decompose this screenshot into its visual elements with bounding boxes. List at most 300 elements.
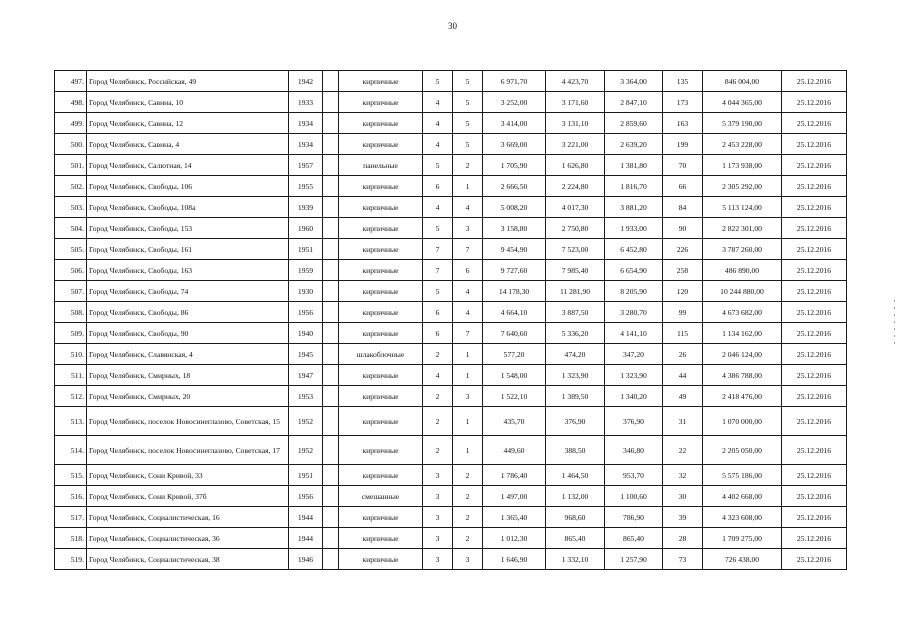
blank-cell bbox=[323, 528, 339, 549]
residents-cell: 49 bbox=[663, 386, 703, 407]
total-area-cell: 1 497,00 bbox=[483, 486, 546, 507]
total-area-cell: 3 414,00 bbox=[483, 113, 546, 134]
wall-material-cell: кирпичные bbox=[339, 281, 423, 302]
residents-cell: 30 bbox=[663, 486, 703, 507]
entrances-cell: 2 bbox=[453, 486, 483, 507]
table-row bbox=[55, 134, 847, 155]
total-area-cell: 5 008,20 bbox=[483, 197, 546, 218]
residents-cell: 44 bbox=[663, 365, 703, 386]
total-area-cell: 1 786,40 bbox=[483, 465, 546, 486]
living-area-cell: 1 332,10 bbox=[546, 549, 605, 570]
residents-cell: 39 bbox=[663, 507, 703, 528]
table-row bbox=[55, 549, 847, 570]
residents-cell: 66 bbox=[663, 176, 703, 197]
address-cell: Город Челябинск, Салютная, 14 bbox=[87, 155, 289, 176]
address-cell: Город Челябинск, Свободы, 163 bbox=[87, 260, 289, 281]
wall-material-cell: кирпичные bbox=[339, 239, 423, 260]
floors-cell: 2 bbox=[423, 344, 453, 365]
blank-cell bbox=[323, 134, 339, 155]
entrances-cell: 4 bbox=[453, 197, 483, 218]
living-area-residential-cell: 347,20 bbox=[605, 344, 663, 365]
blank-cell bbox=[323, 281, 339, 302]
living-area-residential-cell: 1 933,00 bbox=[605, 218, 663, 239]
address-cell: Город Челябинск, Сони Кривой, 37б bbox=[87, 486, 289, 507]
wall-material-cell: кирпичные bbox=[339, 465, 423, 486]
living-area-residential-cell: 865,40 bbox=[605, 528, 663, 549]
entrances-cell: 3 bbox=[453, 386, 483, 407]
total-area-cell: 2 666,50 bbox=[483, 176, 546, 197]
address-cell: Город Челябинск, Савина, 4 bbox=[87, 134, 289, 155]
residents-cell: 120 bbox=[663, 281, 703, 302]
living-area-residential-cell: 786,90 bbox=[605, 507, 663, 528]
entrances-cell: 2 bbox=[453, 465, 483, 486]
blank-cell bbox=[323, 386, 339, 407]
year-built-cell: 1933 bbox=[289, 92, 323, 113]
residents-cell: 115 bbox=[663, 323, 703, 344]
total-area-cell: 1 522,10 bbox=[483, 386, 546, 407]
residents-cell: 70 bbox=[663, 155, 703, 176]
cost-cell: 726 438,00 bbox=[703, 549, 782, 570]
floors-cell: 4 bbox=[423, 134, 453, 155]
row-number-cell: 515. bbox=[55, 465, 87, 486]
address-cell: Город Челябинск, Сони Кривой, 33 bbox=[87, 465, 289, 486]
living-area-residential-cell: 1 340,20 bbox=[605, 386, 663, 407]
living-area-residential-cell: 3 280,70 bbox=[605, 302, 663, 323]
address-cell: Город Челябинск, поселок Новосинеглазово, Советская, 17 bbox=[87, 436, 289, 465]
entrances-cell: 5 bbox=[453, 134, 483, 155]
living-area-cell: 11 281,90 bbox=[546, 281, 605, 302]
wall-material-cell: кирпичные bbox=[339, 113, 423, 134]
wall-material-cell: смешанные bbox=[339, 486, 423, 507]
cost-cell: 5 575 186,00 bbox=[703, 465, 782, 486]
living-area-cell: 474,20 bbox=[546, 344, 605, 365]
total-area-cell: 1 365,40 bbox=[483, 507, 546, 528]
cost-cell: 4 402 668,00 bbox=[703, 486, 782, 507]
row-number-cell: 510. bbox=[55, 344, 87, 365]
living-area-cell: 5 336,20 bbox=[546, 323, 605, 344]
residents-cell: 26 bbox=[663, 344, 703, 365]
residents-cell: 226 bbox=[663, 239, 703, 260]
date-cell: 25.12.2016 bbox=[782, 465, 847, 486]
year-built-cell: 1944 bbox=[289, 507, 323, 528]
table-row bbox=[55, 486, 847, 507]
entrances-cell: 5 bbox=[453, 113, 483, 134]
floors-cell: 4 bbox=[423, 92, 453, 113]
total-area-cell: 1 548,00 bbox=[483, 365, 546, 386]
address-cell: Город Челябинск, Савина, 10 bbox=[87, 92, 289, 113]
cost-cell: 4 323 608,00 bbox=[703, 507, 782, 528]
table-row bbox=[55, 113, 847, 134]
table-row bbox=[55, 386, 847, 407]
blank-cell bbox=[323, 92, 339, 113]
date-cell: 25.12.2016 bbox=[782, 113, 847, 134]
table-row bbox=[55, 92, 847, 113]
total-area-cell: 9 454,90 bbox=[483, 239, 546, 260]
blank-cell bbox=[323, 507, 339, 528]
cost-cell: 5 113 124,00 bbox=[703, 197, 782, 218]
year-built-cell: 1934 bbox=[289, 134, 323, 155]
date-cell: 25.12.2016 bbox=[782, 323, 847, 344]
total-area-cell: 3 252,00 bbox=[483, 92, 546, 113]
cost-cell: 4 673 682,00 bbox=[703, 302, 782, 323]
wall-material-cell: кирпичные bbox=[339, 92, 423, 113]
living-area-cell: 4 423,70 bbox=[546, 71, 605, 92]
wall-material-cell: кирпичные bbox=[339, 134, 423, 155]
floors-cell: 5 bbox=[423, 281, 453, 302]
date-cell: 25.12.2016 bbox=[782, 218, 847, 239]
cost-cell: 5 379 190,00 bbox=[703, 113, 782, 134]
total-area-cell: 3 158,80 bbox=[483, 218, 546, 239]
year-built-cell: 1952 bbox=[289, 436, 323, 465]
row-number-cell: 500. bbox=[55, 134, 87, 155]
year-built-cell: 1953 bbox=[289, 386, 323, 407]
table-row bbox=[55, 465, 847, 486]
total-area-cell: 435,70 bbox=[483, 407, 546, 436]
table-row bbox=[55, 239, 847, 260]
cost-cell: 846 004,00 bbox=[703, 71, 782, 92]
living-area-cell: 3 171,60 bbox=[546, 92, 605, 113]
date-cell: 25.12.2016 bbox=[782, 92, 847, 113]
entrances-cell: 4 bbox=[453, 281, 483, 302]
row-number-cell: 509. bbox=[55, 323, 87, 344]
cost-cell: 4 386 788,00 bbox=[703, 365, 782, 386]
date-cell: 25.12.2016 bbox=[782, 436, 847, 465]
wall-material-cell: кирпичные bbox=[339, 386, 423, 407]
table-body bbox=[55, 71, 847, 570]
blank-cell bbox=[323, 486, 339, 507]
address-cell: Город Челябинск, Социалистическая, 36 bbox=[87, 528, 289, 549]
date-cell: 25.12.2016 bbox=[782, 549, 847, 570]
total-area-cell: 1 705,90 bbox=[483, 155, 546, 176]
row-number-cell: 517. bbox=[55, 507, 87, 528]
year-built-cell: 1930 bbox=[289, 281, 323, 302]
living-area-cell: 7 523,00 bbox=[546, 239, 605, 260]
table-row bbox=[55, 365, 847, 386]
residents-cell: 22 bbox=[663, 436, 703, 465]
total-area-cell: 449,60 bbox=[483, 436, 546, 465]
page-number: 30 bbox=[448, 21, 457, 31]
floors-cell: 4 bbox=[423, 365, 453, 386]
living-area-residential-cell: 1 381,80 bbox=[605, 155, 663, 176]
cost-cell: 10 244 880,00 bbox=[703, 281, 782, 302]
wall-material-cell: кирпичные bbox=[339, 176, 423, 197]
cost-cell: 1 134 162,00 bbox=[703, 323, 782, 344]
year-built-cell: 1960 bbox=[289, 218, 323, 239]
living-area-residential-cell: 1 257,90 bbox=[605, 549, 663, 570]
table-row bbox=[55, 436, 847, 465]
residents-cell: 84 bbox=[663, 197, 703, 218]
floors-cell: 7 bbox=[423, 239, 453, 260]
year-built-cell: 1952 bbox=[289, 407, 323, 436]
table-row bbox=[55, 218, 847, 239]
cost-cell: 3 787 260,00 bbox=[703, 239, 782, 260]
year-built-cell: 1955 bbox=[289, 176, 323, 197]
table-row bbox=[55, 260, 847, 281]
address-cell: Город Челябинск, Социалистическая, 38 bbox=[87, 549, 289, 570]
housing-registry-table bbox=[54, 70, 847, 570]
address-cell: Город Челябинск, Смирных, 20 bbox=[87, 386, 289, 407]
row-number-cell: 499. bbox=[55, 113, 87, 134]
cost-cell: 1 709 275,00 bbox=[703, 528, 782, 549]
year-built-cell: 1942 bbox=[289, 71, 323, 92]
residents-cell: 99 bbox=[663, 302, 703, 323]
residents-cell: 28 bbox=[663, 528, 703, 549]
residents-cell: 73 bbox=[663, 549, 703, 570]
wall-material-cell: кирпичные bbox=[339, 436, 423, 465]
living-area-residential-cell: 3 881,20 bbox=[605, 197, 663, 218]
blank-cell bbox=[323, 323, 339, 344]
row-number-cell: 502. bbox=[55, 176, 87, 197]
floors-cell: 2 bbox=[423, 436, 453, 465]
wall-material-cell: кирпичные bbox=[339, 197, 423, 218]
year-built-cell: 1947 bbox=[289, 365, 323, 386]
living-area-cell: 1 132,00 bbox=[546, 486, 605, 507]
year-built-cell: 1945 bbox=[289, 344, 323, 365]
address-cell: Город Челябинск, Савина, 12 bbox=[87, 113, 289, 134]
floors-cell: 5 bbox=[423, 71, 453, 92]
row-number-cell: 512. bbox=[55, 386, 87, 407]
total-area-cell: 3 669,00 bbox=[483, 134, 546, 155]
total-area-cell: 1 012,30 bbox=[483, 528, 546, 549]
living-area-cell: 2 750,80 bbox=[546, 218, 605, 239]
floors-cell: 4 bbox=[423, 197, 453, 218]
residents-cell: 199 bbox=[663, 134, 703, 155]
table-row bbox=[55, 176, 847, 197]
entrances-cell: 5 bbox=[453, 92, 483, 113]
living-area-cell: 1 464,50 bbox=[546, 465, 605, 486]
cost-cell: 2 205 050,00 bbox=[703, 436, 782, 465]
date-cell: 25.12.2016 bbox=[782, 71, 847, 92]
year-built-cell: 1959 bbox=[289, 260, 323, 281]
floors-cell: 2 bbox=[423, 386, 453, 407]
row-number-cell: 514. bbox=[55, 436, 87, 465]
date-cell: 25.12.2016 bbox=[782, 507, 847, 528]
living-area-residential-cell: 346,80 bbox=[605, 436, 663, 465]
table-row bbox=[55, 71, 847, 92]
entrances-cell: 6 bbox=[453, 260, 483, 281]
entrances-cell: 1 bbox=[453, 407, 483, 436]
floors-cell: 3 bbox=[423, 486, 453, 507]
wall-material-cell: кирпичные bbox=[339, 71, 423, 92]
address-cell: Город Челябинск, Свободы, 74 bbox=[87, 281, 289, 302]
row-number-cell: 513. bbox=[55, 407, 87, 436]
residents-cell: 31 bbox=[663, 407, 703, 436]
cost-cell: 2 822 301,00 bbox=[703, 218, 782, 239]
wall-material-cell: кирпичные bbox=[339, 260, 423, 281]
date-cell: 25.12.2016 bbox=[782, 134, 847, 155]
row-number-cell: 505. bbox=[55, 239, 87, 260]
total-area-cell: 7 640,60 bbox=[483, 323, 546, 344]
entrances-cell: 7 bbox=[453, 323, 483, 344]
row-number-cell: 504. bbox=[55, 218, 87, 239]
living-area-residential-cell: 8 205,90 bbox=[605, 281, 663, 302]
date-cell: 25.12.2016 bbox=[782, 407, 847, 436]
year-built-cell: 1956 bbox=[289, 302, 323, 323]
entrances-cell: 1 bbox=[453, 176, 483, 197]
blank-cell bbox=[323, 218, 339, 239]
living-area-cell: 1 323,90 bbox=[546, 365, 605, 386]
date-cell: 25.12.2016 bbox=[782, 260, 847, 281]
blank-cell bbox=[323, 302, 339, 323]
year-built-cell: 1940 bbox=[289, 323, 323, 344]
row-number-cell: 498. bbox=[55, 92, 87, 113]
entrances-cell: 3 bbox=[453, 218, 483, 239]
year-built-cell: 1939 bbox=[289, 197, 323, 218]
wall-material-cell: кирпичные bbox=[339, 302, 423, 323]
residents-cell: 135 bbox=[663, 71, 703, 92]
total-area-cell: 4 664,10 bbox=[483, 302, 546, 323]
floors-cell: 6 bbox=[423, 323, 453, 344]
residents-cell: 173 bbox=[663, 92, 703, 113]
living-area-cell: 1 626,80 bbox=[546, 155, 605, 176]
cost-cell: 486 890,00 bbox=[703, 260, 782, 281]
entrances-cell: 2 bbox=[453, 528, 483, 549]
living-area-residential-cell: 2 847,10 bbox=[605, 92, 663, 113]
living-area-residential-cell: 3 364,00 bbox=[605, 71, 663, 92]
row-number-cell: 507. bbox=[55, 281, 87, 302]
wall-material-cell: кирпичные bbox=[339, 549, 423, 570]
floors-cell: 7 bbox=[423, 260, 453, 281]
year-built-cell: 1934 bbox=[289, 113, 323, 134]
cost-cell: 2 453 228,00 bbox=[703, 134, 782, 155]
date-cell: 25.12.2016 bbox=[782, 281, 847, 302]
blank-cell bbox=[323, 260, 339, 281]
total-area-cell: 6 971,70 bbox=[483, 71, 546, 92]
living-area-cell: 1 389,50 bbox=[546, 386, 605, 407]
residents-cell: 32 bbox=[663, 465, 703, 486]
cost-cell: 2 046 124,00 bbox=[703, 344, 782, 365]
floors-cell: 3 bbox=[423, 507, 453, 528]
cost-cell: 1 070 000,00 bbox=[703, 407, 782, 436]
blank-cell bbox=[323, 344, 339, 365]
entrances-cell: 5 bbox=[453, 71, 483, 92]
row-number-cell: 506. bbox=[55, 260, 87, 281]
address-cell: Город Челябинск, Российская, 49 bbox=[87, 71, 289, 92]
entrances-cell: 1 bbox=[453, 344, 483, 365]
wall-material-cell: кирпичные bbox=[339, 528, 423, 549]
blank-cell bbox=[323, 71, 339, 92]
date-cell: 25.12.2016 bbox=[782, 155, 847, 176]
living-area-residential-cell: 1 816,70 bbox=[605, 176, 663, 197]
living-area-residential-cell: 953,70 bbox=[605, 465, 663, 486]
date-cell: 25.12.2016 bbox=[782, 365, 847, 386]
blank-cell bbox=[323, 549, 339, 570]
wall-material-cell: кирпичные bbox=[339, 323, 423, 344]
address-cell: Город Челябинск, Свободы, 108а bbox=[87, 197, 289, 218]
blank-cell bbox=[323, 113, 339, 134]
address-cell: Город Челябинск, Свободы, 106 bbox=[87, 176, 289, 197]
table-row bbox=[55, 197, 847, 218]
address-cell: Город Челябинск, Социалистическая, 16 bbox=[87, 507, 289, 528]
address-cell: Город Челябинск, Свободы, 90 bbox=[87, 323, 289, 344]
address-cell: Город Челябинск, Славянская, 4 bbox=[87, 344, 289, 365]
floors-cell: 6 bbox=[423, 176, 453, 197]
wall-material-cell: шлакоблочные bbox=[339, 344, 423, 365]
table-row bbox=[55, 302, 847, 323]
living-area-residential-cell: 2 859,60 bbox=[605, 113, 663, 134]
living-area-residential-cell: 376,90 bbox=[605, 407, 663, 436]
floors-cell: 5 bbox=[423, 155, 453, 176]
floors-cell: 5 bbox=[423, 218, 453, 239]
year-built-cell: 1944 bbox=[289, 528, 323, 549]
row-number-cell: 518. bbox=[55, 528, 87, 549]
table-row bbox=[55, 407, 847, 436]
blank-cell bbox=[323, 407, 339, 436]
wall-material-cell: панельные bbox=[339, 155, 423, 176]
entrances-cell: 3 bbox=[453, 549, 483, 570]
living-area-cell: 3 131,10 bbox=[546, 113, 605, 134]
floors-cell: 3 bbox=[423, 465, 453, 486]
row-number-cell: 519. bbox=[55, 549, 87, 570]
table-row bbox=[55, 344, 847, 365]
wall-material-cell: кирпичные bbox=[339, 507, 423, 528]
blank-cell bbox=[323, 436, 339, 465]
living-area-cell: 968,60 bbox=[546, 507, 605, 528]
entrances-cell: 2 bbox=[453, 507, 483, 528]
living-area-cell: 376,90 bbox=[546, 407, 605, 436]
total-area-cell: 577,20 bbox=[483, 344, 546, 365]
blank-cell bbox=[323, 465, 339, 486]
year-built-cell: 1946 bbox=[289, 549, 323, 570]
total-area-cell: 14 178,30 bbox=[483, 281, 546, 302]
date-cell: 25.12.2016 bbox=[782, 486, 847, 507]
year-built-cell: 1951 bbox=[289, 239, 323, 260]
floors-cell: 3 bbox=[423, 528, 453, 549]
total-area-cell: 9 727,60 bbox=[483, 260, 546, 281]
residents-cell: 258 bbox=[663, 260, 703, 281]
wall-material-cell: кирпичные bbox=[339, 218, 423, 239]
table-row bbox=[55, 281, 847, 302]
living-area-cell: 865,40 bbox=[546, 528, 605, 549]
living-area-residential-cell: 6 452,80 bbox=[605, 239, 663, 260]
living-area-cell: 4 017,30 bbox=[546, 197, 605, 218]
blank-cell bbox=[323, 197, 339, 218]
table-row bbox=[55, 155, 847, 176]
living-area-residential-cell: 2 639,20 bbox=[605, 134, 663, 155]
floors-cell: 6 bbox=[423, 302, 453, 323]
address-cell: Город Челябинск, Свободы, 161 bbox=[87, 239, 289, 260]
living-area-cell: 3 221,00 bbox=[546, 134, 605, 155]
blank-cell bbox=[323, 365, 339, 386]
blank-cell bbox=[323, 176, 339, 197]
blank-cell bbox=[323, 239, 339, 260]
year-built-cell: 1957 bbox=[289, 155, 323, 176]
total-area-cell: 1 646,90 bbox=[483, 549, 546, 570]
living-area-residential-cell: 1 100,60 bbox=[605, 486, 663, 507]
floors-cell: 4 bbox=[423, 113, 453, 134]
entrances-cell: 1 bbox=[453, 365, 483, 386]
living-area-residential-cell: 1 323,90 bbox=[605, 365, 663, 386]
floors-cell: 2 bbox=[423, 407, 453, 436]
cost-cell: 4 044 365,00 bbox=[703, 92, 782, 113]
row-number-cell: 508. bbox=[55, 302, 87, 323]
living-area-cell: 388,50 bbox=[546, 436, 605, 465]
living-area-cell: 7 985,40 bbox=[546, 260, 605, 281]
row-number-cell: 501. bbox=[55, 155, 87, 176]
date-cell: 25.12.2016 bbox=[782, 302, 847, 323]
floors-cell: 3 bbox=[423, 549, 453, 570]
cost-cell: 2 418 476,00 bbox=[703, 386, 782, 407]
year-built-cell: 1951 bbox=[289, 465, 323, 486]
table-row bbox=[55, 323, 847, 344]
address-cell: Город Челябинск, Свободы, 153 bbox=[87, 218, 289, 239]
date-cell: 25.12.2016 bbox=[782, 197, 847, 218]
residents-cell: 163 bbox=[663, 113, 703, 134]
living-area-cell: 2 224,80 bbox=[546, 176, 605, 197]
date-cell: 25.12.2016 bbox=[782, 344, 847, 365]
year-built-cell: 1956 bbox=[289, 486, 323, 507]
entrances-cell: 2 bbox=[453, 155, 483, 176]
